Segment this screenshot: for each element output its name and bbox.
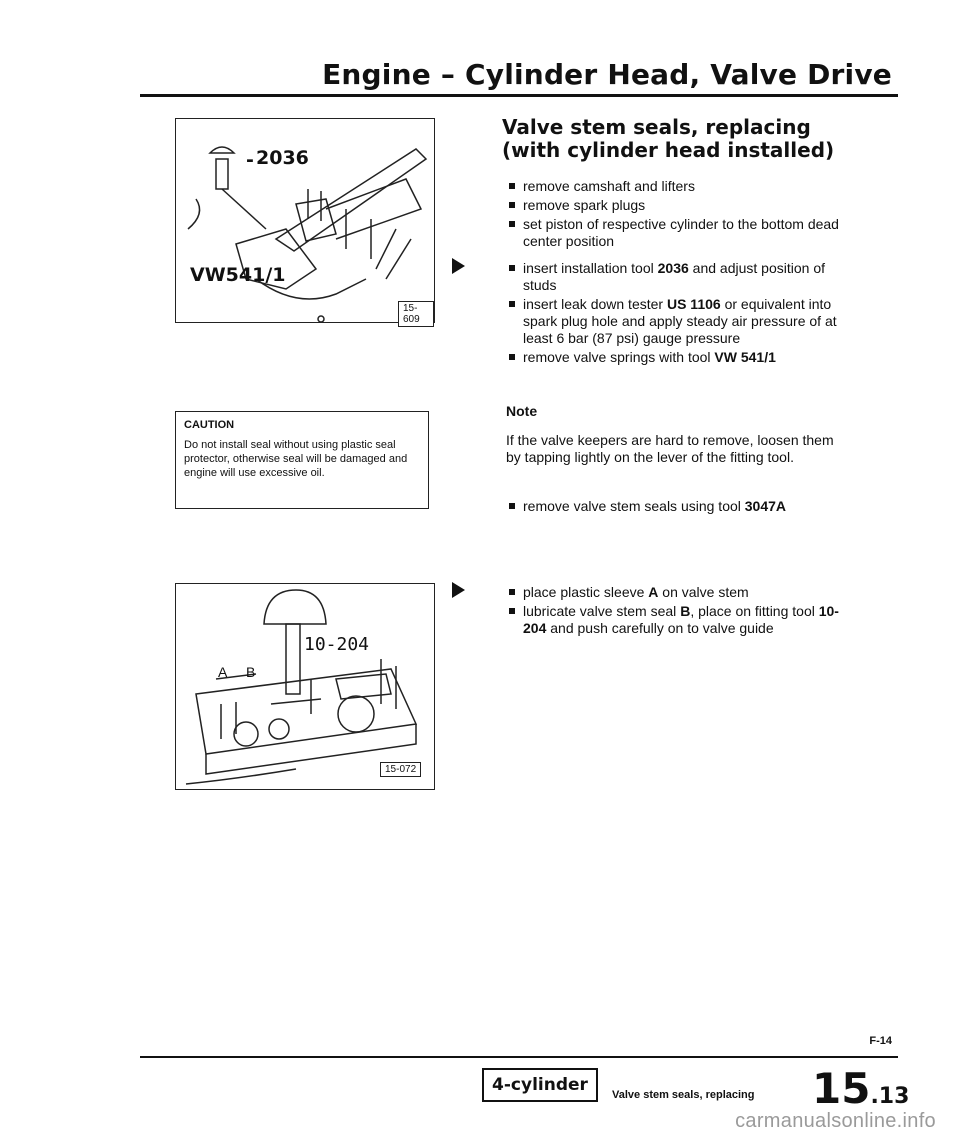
- step-item: remove camshaft and lifters: [505, 178, 845, 195]
- figure-label-a: A: [218, 664, 228, 680]
- note-title: Note: [506, 403, 538, 419]
- steps-spring-removal: [505, 260, 850, 368]
- steps-seal-installation: [505, 584, 850, 639]
- page-code: F-14: [869, 1035, 892, 1047]
- step-item: set piston of respective cylinder to the bottom dead center position: [505, 216, 845, 250]
- page-number-major: 15: [812, 1064, 871, 1113]
- step-item: insert leak down tester US 1106 or equivalent into spark plug hole and apply steady air pressure of at least 6 bar (87 psi) gauge pressure: [505, 296, 850, 347]
- figure-code: 15-072: [380, 762, 421, 777]
- figure-seal-fitting-tool-drawing: [176, 584, 434, 789]
- steps-preparation: [505, 178, 845, 252]
- page-number-minor: .13: [870, 1084, 910, 1109]
- caution-text: Do not install seal without using plastic seal protector, otherwise seal will be damaged and engine will use excessive oil.: [184, 439, 408, 479]
- step-item: insert installation tool 2036 and adjust position of studs: [505, 260, 850, 294]
- figure-seal-fitting-tool: [175, 583, 435, 790]
- step-item: lubricate valve stem seal B, place on fitting tool 10-204 and push carefully on to valve guide: [505, 603, 850, 637]
- section-title-line1: Valve stem seals, replacing: [502, 115, 811, 139]
- figure-tester-label: VW541/1: [190, 264, 286, 286]
- step-item: remove valve springs with tool VW 541/1: [505, 349, 850, 366]
- figure-pointer-arrow: [452, 582, 465, 598]
- step-item: remove spark plugs: [505, 197, 845, 214]
- page-number: [812, 1064, 909, 1113]
- step-item: remove valve stem seals using tool 3047A: [505, 498, 850, 515]
- figure-installation-tool: [175, 118, 435, 323]
- caution-title: CAUTION: [184, 419, 235, 431]
- note-text: If the valve keepers are hard to remove, loosen them by tapping lightly on the lever of the fitting tool.: [506, 432, 834, 465]
- section-title-line2: (with cylinder head installed): [502, 138, 835, 162]
- figure-tool-number: 2036: [256, 147, 309, 169]
- footer-divider: [140, 1056, 898, 1058]
- figure-label-b: B: [246, 664, 256, 680]
- engine-type-tag: 4-cylinder: [482, 1068, 598, 1102]
- footer-caption: Valve stem seals, replacing: [612, 1089, 755, 1101]
- header-divider: [140, 94, 898, 97]
- figure-code: 15-609: [398, 301, 434, 327]
- watermark: carmanualsonline.info: [735, 1110, 936, 1132]
- figure-tool-number: 10-204: [304, 634, 370, 655]
- steps-seal-removal: [505, 498, 850, 517]
- figure-pointer-arrow: [452, 258, 465, 274]
- caution-box: [175, 411, 429, 509]
- section-title: [502, 116, 834, 162]
- figure-tool-number-prefix: -: [246, 149, 254, 171]
- page-title: Engine – Cylinder Head, Valve Drive: [322, 58, 892, 91]
- step-item: place plastic sleeve A on valve stem: [505, 584, 850, 601]
